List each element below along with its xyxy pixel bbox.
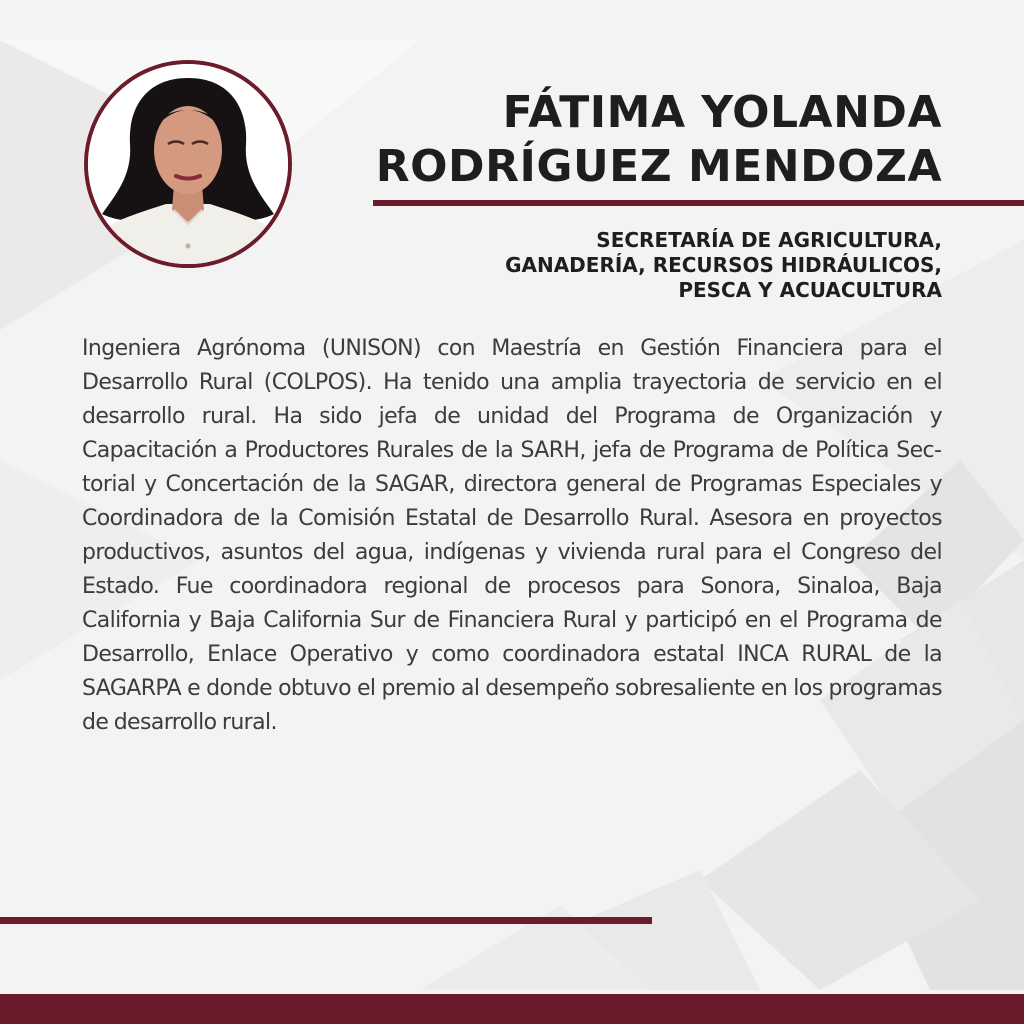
name-divider [373, 200, 1024, 206]
person-name-line-2: RODRÍGUEZ MENDOZA [375, 141, 942, 192]
ministry-title-line-2: GANADERÍA, RECURSOS HIDRÁULICOS, [505, 253, 942, 277]
biography-divider [0, 917, 652, 924]
ministry-title-line-3: PESCA Y ACUACULTURA [678, 278, 942, 302]
ministry-title [505, 228, 942, 303]
ministry-title-line-1: SECRETARÍA DE AGRICULTURA, [596, 228, 942, 252]
person-name [376, 86, 942, 194]
profile-photo [84, 60, 292, 268]
person-name-line-1: FÁTIMA YOLANDA [502, 87, 942, 138]
person-portrait-icon [88, 64, 288, 264]
footer-bar [0, 994, 1024, 1024]
biography-text: Ingeniera Agrónoma (UNISON) con Maestría en Gestión Financiera para el Desarrollo Rural (COLPOS). Ha tenido una amplia trayectoria de servicio en el desarrollo rural. Ha sido jefa de unidad del Programa de Organización y Capacitación a Productores Rurales de la SARH, jefa de Programa de Política Sectorial y Concertación de la SAGAR, directora general de Programas Especiales y Coordinadora de la Comisión Estatal de Desarrollo Rural. Asesora en proyectos productivos, asuntos del agua, indígenas y vivienda rural para el Congreso del Estado. Fue coordinadora regional de procesos para Sonora, Sinaloa, Baja California y Baja California Sur de Financiera Rural y participó en el Programa de Desarrollo, Enlace Operativo y como coordinadora estatal INCA RURAL de la SAGARPA e donde obtuvo el premio al desempeño sobresaliente en los programas de desarrollo rural. [82, 336, 942, 735]
